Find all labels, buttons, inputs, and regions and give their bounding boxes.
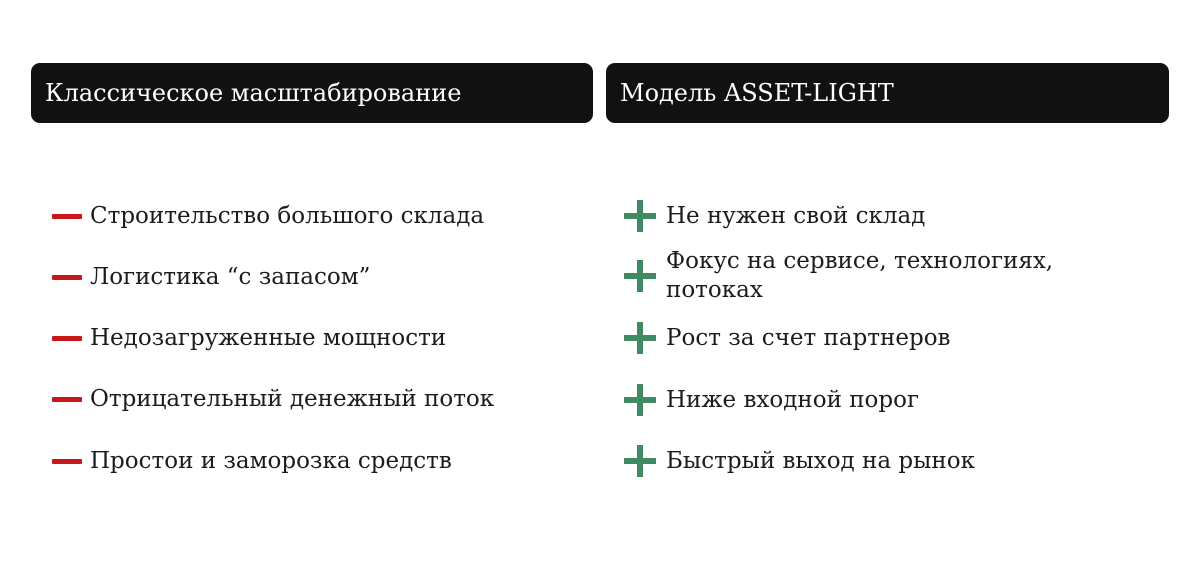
header-asset-light-label: Модель ASSET-LIGHT <box>620 79 894 107</box>
con-item-label: Логистика “с запасом” <box>90 264 371 290</box>
pro-item-label: Фокус на сервисе, технологиях, потоках <box>666 248 1054 303</box>
pro-item-label: Не нужен свой склад <box>666 202 926 229</box>
pro-item <box>624 322 951 354</box>
pro-item-label: Быстрый выход на рынок <box>666 447 975 474</box>
con-item <box>52 263 370 292</box>
plus-icon <box>624 384 656 416</box>
minus-icon <box>52 397 82 402</box>
pro-item-label: Рост за счет партнеров <box>666 324 951 351</box>
header-classic-scaling <box>31 63 593 123</box>
plus-icon <box>624 260 656 292</box>
plus-icon <box>624 445 656 477</box>
con-item-label: Строительство большого склада <box>90 203 485 229</box>
pro-item-label: Ниже входной порог <box>666 386 920 413</box>
plus-icon <box>624 322 656 354</box>
minus-icon <box>52 214 82 219</box>
minus-icon <box>52 336 82 341</box>
con-item-label: Отрицательный денежный поток <box>90 386 495 412</box>
con-item <box>52 385 494 414</box>
header-classic-scaling-label: Классическое масштабирование <box>45 79 462 107</box>
header-asset-light <box>606 63 1169 123</box>
plus-icon <box>624 200 656 232</box>
pro-item <box>624 200 925 232</box>
con-item <box>52 324 446 353</box>
pro-item <box>624 445 975 477</box>
pro-item <box>624 384 919 416</box>
minus-icon <box>52 459 82 464</box>
con-item <box>52 202 484 231</box>
minus-icon <box>52 275 82 280</box>
con-item <box>52 447 452 476</box>
con-item-label: Простои и заморозка средств <box>90 448 452 474</box>
con-item-label: Недозагруженные мощности <box>90 325 447 351</box>
pro-item <box>624 247 1094 305</box>
